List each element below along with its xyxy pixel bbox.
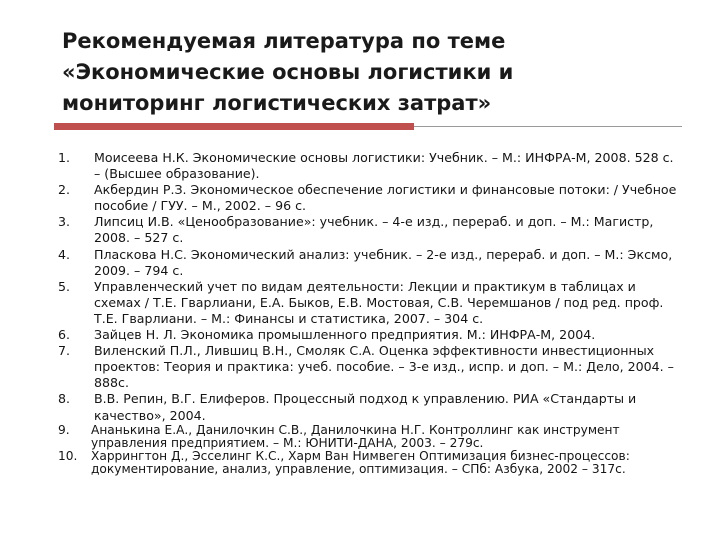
reference-list [54,150,680,476]
reference-item [54,182,680,214]
title-divider-rule [414,126,682,127]
slide-title [62,26,682,119]
reference-number: 2. [58,182,71,198]
reference-text: Липсиц И.В. «Ценообразование»: учебник. – 4-е изд., перераб. и доп. – М.: Магистр, 2008. – 527 с. [94,214,654,246]
reference-number: 4. [58,246,71,262]
reference-item [54,247,680,279]
reference-item [54,424,680,450]
reference-text: Виленский П.Л., Лившиц В.Н., Смоляк С.А. Оценка эффективности инвестиционных проектов: Теория и практика: учеб. пособие. – 3-е изд., испр. и доп. – М.: Дело, 2004. – 888с. [94,343,674,391]
reference-item [54,343,680,391]
slide-title-line-3: мониторинг логистических затрат» [62,91,492,115]
reference-text: Харрингтон Д., Эсселинг К.С., Харм Ван Нимвеген Оптимизация бизнес-процессов: документирование, анализ, управление, оптимизация. – СПб: Азбука, 2002 – 317с. [91,449,630,477]
reference-text: Ананькина Е.А., Данилочкин С.В., Данилочкина Н.Г. Контроллинг как инструмент управления предприятием. – М.: ЮНИТИ-ДАНА, 2003. – 279с. [91,422,620,450]
reference-number: 1. [58,150,71,165]
reference-text: Пласкова Н.С. Экономический анализ: учебник. – 2-е изд., перераб. и доп. – М.: Эксмо, 2009. – 794 с. [94,246,673,278]
title-accent-rule [54,123,414,130]
slide-title-line-1: Рекомендуемая литература по теме [62,29,506,53]
reference-item [54,214,680,246]
reference-text: Акбердин Р.З. Экономическое обеспечение логистики и финансовые потоки: / Учебное пособие / ГУУ. – М., 2002. – 96 с. [94,182,677,214]
reference-text: Зайцев Н. Л. Экономика промышленного предприятия. М.: ИНФРА-М, 2004. [94,327,596,343]
reference-item [54,391,680,423]
reference-item [54,450,680,476]
reference-number: 6. [58,327,71,343]
reference-number: 5. [58,278,71,294]
reference-text: Моисеева Н.К. Экономические основы логистики: Учебник. – М.: ИНФРА-М, 2008. 528 с. – (Высшее образование). [94,150,674,182]
reference-item [54,150,680,182]
reference-number: 8. [58,391,71,407]
reference-number: 9. [58,422,70,437]
reference-number: 3. [58,214,71,230]
reference-item [54,327,680,343]
slide-title-line-2: «Экономические основы логистики и [62,60,514,84]
reference-text: В.В. Репин, В.Г. Елиферов. Процессный подход к управлению. РИА «Стандарты и качество», 2004. [94,391,637,423]
reference-text: Управленческий учет по видам деятельности: Лекции и практикум в таблицах и схемах / Т.Е. Гварлиани, Е.А. Быков, Е.В. Мостовая, С.В. Черемшанов / под ред. проф. Т.Е. Гварлиани. – М.: Финансы и статистика, 2007. – 304 с. [94,278,664,326]
reference-item [54,279,680,327]
reference-number: 10. [58,449,78,463]
reference-number: 7. [58,343,71,359]
